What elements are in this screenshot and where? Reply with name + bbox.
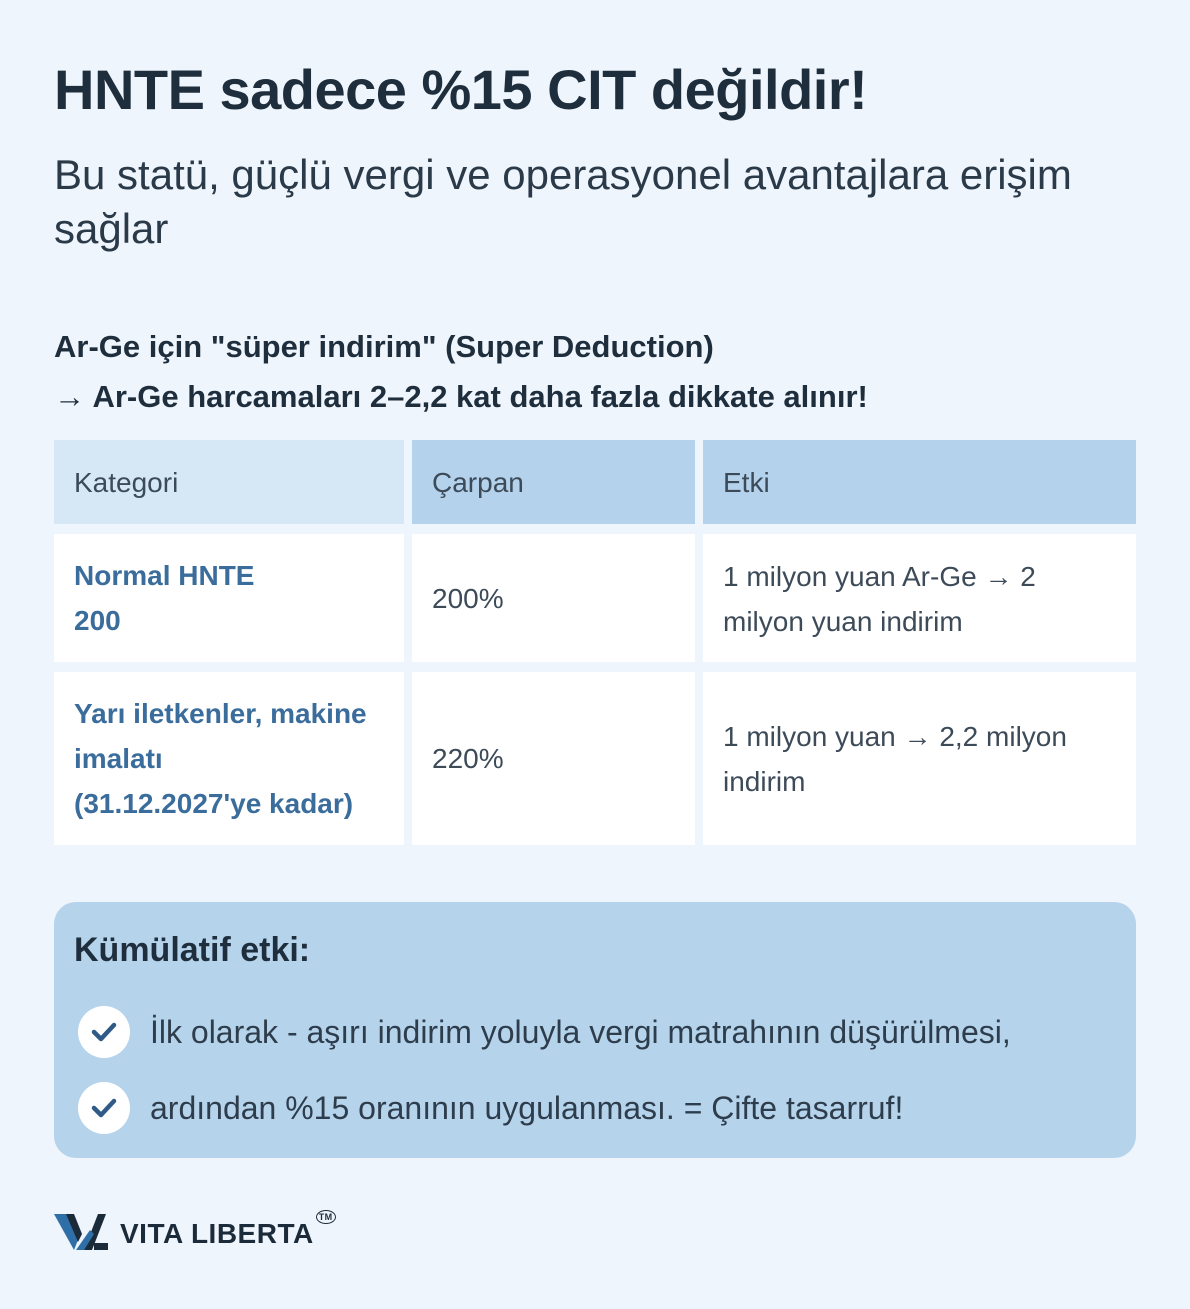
category-cell bbox=[54, 672, 404, 845]
page-subtitle: Bu statü, güçlü vergi ve operasyonel avantajlara erişim sağlar bbox=[54, 151, 1072, 252]
header-cell-multiplier: Çarpan bbox=[412, 440, 695, 524]
category-detail: (31.12.2027'ye kadar) bbox=[74, 788, 354, 819]
summary-list-item bbox=[78, 1006, 1011, 1058]
header-cell-category: Kategori bbox=[54, 440, 404, 524]
cumulative-effect-box bbox=[54, 902, 1136, 1158]
summary-title: Kümülatif etki: bbox=[74, 931, 311, 969]
section-heading-line-1: Ar-Ge için "süper indirim" (Super Deduction) bbox=[54, 329, 714, 364]
trademark-mark: TM bbox=[316, 1210, 336, 1224]
effect-cell: 1 milyon yuan Ar-Ge → 2 milyon yuan indirim bbox=[703, 534, 1136, 662]
category-name: Yarı iletkenler, makine imalatı bbox=[74, 698, 367, 774]
effect-cell: 1 milyon yuan → 2,2 milyon indirim bbox=[703, 672, 1136, 845]
check-icon bbox=[78, 1006, 130, 1058]
summary-item-text: ardından %15 oranının uygulanması. = Çifte tasarruf! bbox=[150, 1089, 904, 1126]
category-cell bbox=[54, 534, 404, 662]
summary-item-text: İlk olarak - aşırı indirim yoluyla vergi matrahının düşürülmesi, bbox=[150, 1013, 1011, 1050]
section-heading bbox=[54, 322, 1136, 422]
category-detail: 200 bbox=[74, 605, 121, 636]
multiplier-cell: 220% bbox=[412, 672, 695, 845]
vita-liberta-logo-icon bbox=[54, 1212, 110, 1257]
header-cell-effect: Etki bbox=[703, 440, 1136, 524]
check-icon bbox=[78, 1082, 130, 1134]
multiplier-cell: 200% bbox=[412, 534, 695, 662]
section-heading-line-2: → Ar-Ge harcamaları 2–2,2 kat daha fazla dikkate alınır! bbox=[54, 379, 868, 414]
brand-name: VITA LIBERTA™ bbox=[120, 1218, 336, 1250]
brand-logo bbox=[54, 1210, 336, 1258]
category-name: Normal HNTE bbox=[74, 560, 255, 591]
summary-list-item bbox=[78, 1082, 903, 1134]
page-title: HNTE sadece %15 CIT değildir! bbox=[54, 58, 868, 121]
